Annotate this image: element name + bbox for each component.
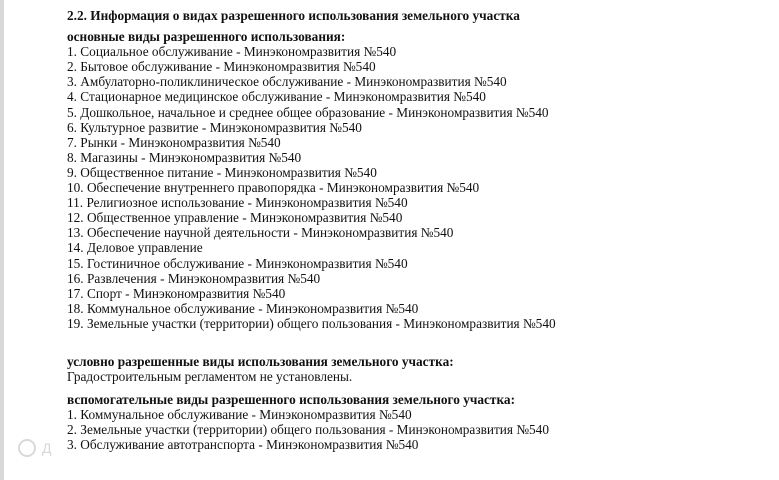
left-border <box>0 0 4 480</box>
list-item: 6. Культурное развитие - Минэкономразвития №540 <box>67 119 362 135</box>
list-item: 19. Земельные участки (территории) общего пользования - Минэкономразвития №540 <box>67 315 556 331</box>
list-item: 15. Гостиничное обслуживание - Минэкономразвития №540 <box>67 255 408 271</box>
list-item: 13. Обеспечение научной деятельности - Минэкономразвития №540 <box>67 225 454 241</box>
list-item: 18. Коммунальное обслуживание - Минэкономразвития №540 <box>67 300 419 316</box>
list-item: 17. Спорт - Минэкономразвития №540 <box>67 285 286 301</box>
list-item: 12. Общественное управление - Минэкономразвития №540 <box>67 210 403 226</box>
conditional-uses-title: условно разрешенные виды использования земельного участка: <box>67 353 454 369</box>
watermark-text: Д <box>42 440 52 456</box>
list-item: 9. Общественное питание - Минэкономразвития №540 <box>67 164 377 180</box>
list-item: 1. Коммунальное обслуживание - Минэкономразвития №540 <box>67 407 412 423</box>
main-uses-title: основные виды разрешенного использования: <box>67 29 346 45</box>
list-item: 1. Социальное обслуживание - Минэкономразвития №540 <box>67 44 397 60</box>
document-body <box>67 8 779 453</box>
list-item: 2. Бытовое обслуживание - Минэкономразвития №540 <box>67 59 376 75</box>
auxiliary-uses-title: вспомогательные виды разрешенного использования земельного участка: <box>67 392 515 408</box>
list-item: 5. Дошкольное, начальное и среднее общее образование - Минэкономразвития №540 <box>67 104 549 120</box>
watermark <box>18 439 51 457</box>
section-heading: 2.2. Информация о видах разрешенного использования земельного участка <box>67 8 520 23</box>
list-item: 11. Религиозное использование - Минэкономразвития №540 <box>67 195 408 211</box>
conditional-uses-text: Градостроительным регламентом не установлены. <box>67 369 353 385</box>
list-item: 7. Рынки - Минэкономразвития №540 <box>67 134 281 150</box>
main-uses-list <box>67 44 779 331</box>
list-item: 16. Развлечения - Минэкономразвития №540 <box>67 270 321 286</box>
list-item: 10. Обеспечение внутреннего правопорядка - Минэкономразвития №540 <box>67 180 480 196</box>
list-item: 2. Земельные участки (территории) общего пользования - Минэкономразвития №540 <box>67 422 549 438</box>
list-item: 8. Магазины - Минэкономразвития №540 <box>67 149 302 165</box>
list-item: 3. Обслуживание автотранспорта - Минэкономразвития №540 <box>67 437 419 453</box>
list-item: 14. Деловое управление <box>67 240 203 256</box>
auxiliary-uses-list <box>67 407 779 452</box>
watermark-logo-icon <box>18 439 36 457</box>
list-item: 3. Амбулаторно-поликлиническое обслуживание - Минэкономразвития №540 <box>67 74 507 90</box>
list-item: 4. Стационарное медицинское обслуживание - Минэкономразвития №540 <box>67 89 486 105</box>
